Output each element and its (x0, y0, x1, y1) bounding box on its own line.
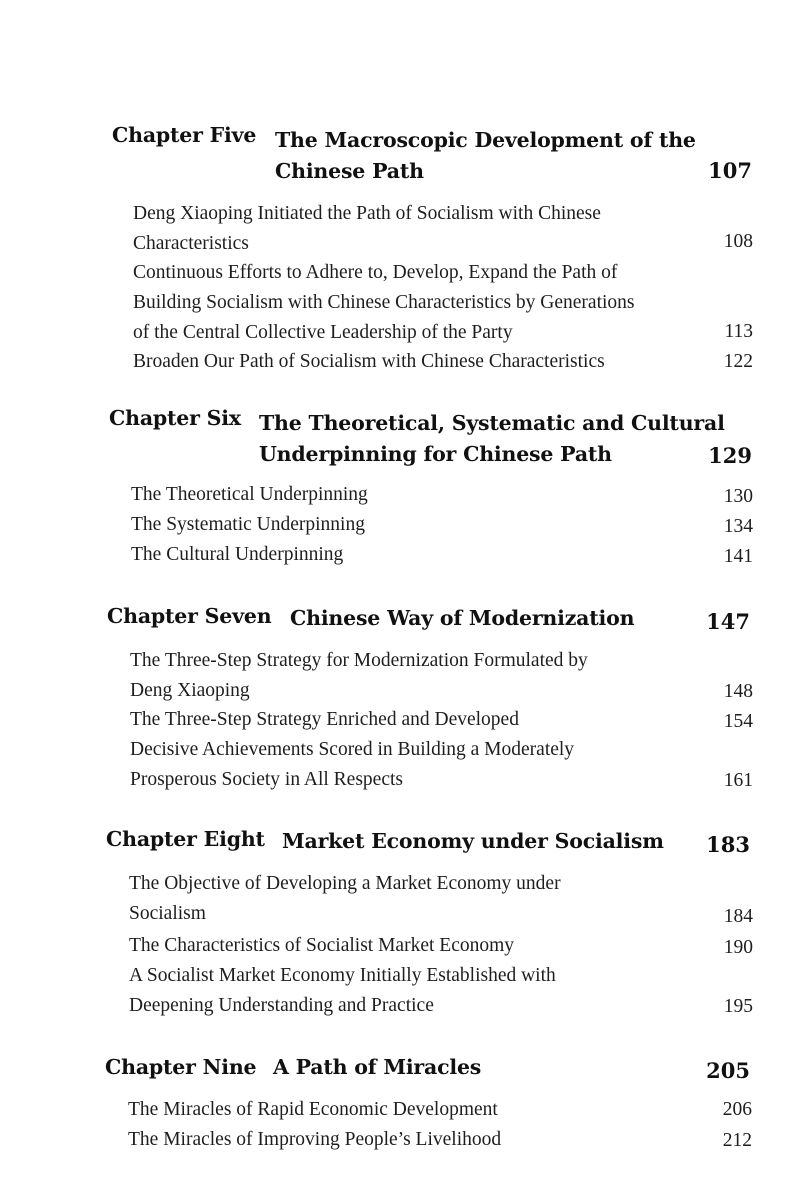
section-title: Decisive Achievements Scored in Building a Moderately Prosperous Society in All Respects (130, 739, 575, 790)
chapter-page-number: 147 (706, 609, 750, 634)
section-title: The Systematic Underpinning (131, 514, 365, 535)
chapter-title-line: A Path of Miracles (273, 1055, 482, 1079)
chapter-title (290, 603, 634, 634)
section-title: The Three-Step Strategy Enriched and Developed (130, 709, 519, 730)
section-title: The Miracles of Rapid Economic Development (128, 1099, 498, 1120)
section-page-number: 184 (723, 906, 753, 927)
chapter-label: Chapter Six (109, 406, 241, 430)
section-page-number: 134 (723, 516, 753, 537)
chapter-title-line: Underpinning for Chinese Path (259, 442, 612, 466)
chapter-page-number: 129 (708, 443, 752, 468)
section-title: A Socialist Market Economy Initially Established with Deepening Understanding and Practice (129, 965, 556, 1016)
section-page-number: 212 (722, 1130, 752, 1151)
section-title: The Objective of Developing a Market Economy under Socialism (129, 873, 561, 924)
chapter-title-line: The Macroscopic Development of the (275, 128, 696, 152)
chapter-title-line: The Theoretical, Systematic and Cultural (259, 411, 725, 435)
section-title: Broaden Our Path of Socialism with Chinese Characteristics (133, 351, 605, 372)
section-page-number: 195 (723, 996, 753, 1017)
chapter-title-line: Market Economy under Socialism (282, 829, 664, 853)
section-title: The Theoretical Underpinning (131, 484, 368, 505)
section-page-number: 154 (723, 711, 753, 732)
chapter-title (282, 826, 664, 857)
chapter-page-number: 183 (706, 832, 750, 857)
chapter-title-line: Chinese Way of Modernization (290, 606, 635, 630)
chapter-label: Chapter Eight (106, 827, 265, 851)
section-page-number: 161 (723, 770, 753, 791)
section-page-number: 141 (723, 546, 753, 567)
chapter-label: Chapter Nine (105, 1055, 257, 1079)
section-title: The Cultural Underpinning (131, 544, 344, 565)
chapter-label: Chapter Seven (107, 604, 272, 628)
section-title: The Miracles of Improving People’s Livelihood (128, 1129, 502, 1150)
section-page-number: 148 (723, 681, 753, 702)
section-title: Deng Xiaoping Initiated the Path of Socialism with Chinese Characteristics (133, 203, 601, 254)
chapter-title (259, 408, 725, 470)
section-page-number: 113 (724, 321, 753, 342)
chapter-title (273, 1052, 481, 1083)
section-title: The Characteristics of Socialist Market Economy (129, 935, 515, 956)
chapter-title-line: Chinese Path (275, 159, 424, 183)
chapter-page-number: 205 (706, 1058, 750, 1083)
chapter-label: Chapter Five (112, 123, 257, 147)
section-page-number: 122 (723, 351, 753, 372)
section-title: The Three-Step Strategy for Modernization Formulated by Deng Xiaoping (130, 650, 588, 701)
chapter-page-number: 107 (708, 158, 752, 183)
section-page-number: 108 (723, 231, 753, 252)
section-page-number: 206 (722, 1099, 752, 1120)
section-page-number: 190 (723, 937, 753, 958)
section-page-number: 130 (723, 486, 753, 507)
chapter-title (275, 125, 696, 187)
section-title: Continuous Efforts to Adhere to, Develop, Expand the Path of Building Socialism with Chinese Characteristics by Generations of the Central Collective Leadership of the Party (133, 262, 635, 343)
